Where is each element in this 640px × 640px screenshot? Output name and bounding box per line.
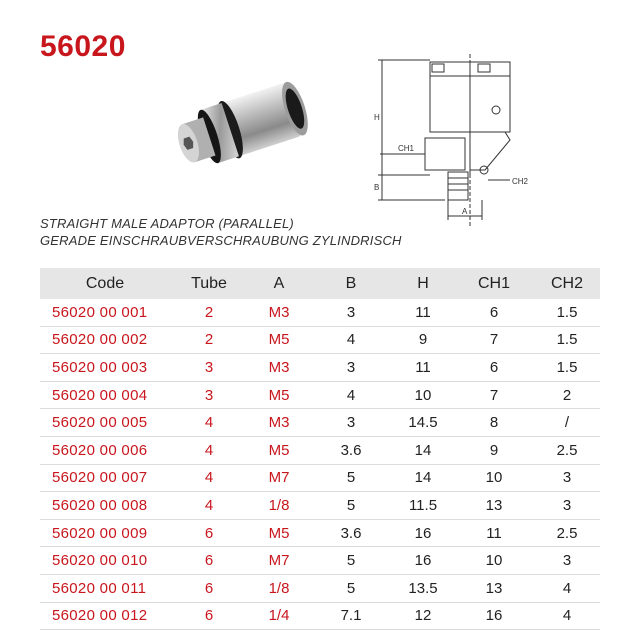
table-row bbox=[40, 464, 600, 492]
cell-tube: 4 bbox=[170, 409, 248, 437]
header-a: A bbox=[248, 268, 310, 299]
cell-a: M7 bbox=[248, 464, 310, 492]
cell-a: M3 bbox=[248, 299, 310, 326]
table-row bbox=[40, 354, 600, 382]
cell-tube: 2 bbox=[170, 299, 248, 326]
cell-b: 3.6 bbox=[310, 436, 392, 464]
cell-a: 1/8 bbox=[248, 574, 310, 602]
dim-h-label: H bbox=[374, 113, 380, 122]
cell-ch2: 1.5 bbox=[534, 326, 600, 354]
cell-tube: 6 bbox=[170, 602, 248, 630]
product-number: 56020 bbox=[40, 30, 126, 63]
cell-b: 4 bbox=[310, 326, 392, 354]
spec-table bbox=[40, 268, 600, 630]
cell-h: 9 bbox=[392, 326, 454, 354]
cell-tube: 6 bbox=[170, 574, 248, 602]
cell-tube: 6 bbox=[170, 519, 248, 547]
cell-h: 10 bbox=[392, 381, 454, 409]
cell-code: 56020 00 006 bbox=[40, 436, 170, 464]
cell-code: 56020 00 003 bbox=[40, 354, 170, 382]
cell-b: 3 bbox=[310, 409, 392, 437]
cell-a: M5 bbox=[248, 436, 310, 464]
cell-tube: 4 bbox=[170, 492, 248, 520]
cell-code: 56020 00 004 bbox=[40, 381, 170, 409]
cell-ch2: 2.5 bbox=[534, 436, 600, 464]
cell-ch1: 13 bbox=[454, 492, 534, 520]
cell-h: 14 bbox=[392, 436, 454, 464]
technical-drawing bbox=[370, 50, 530, 230]
cell-tube: 4 bbox=[170, 464, 248, 492]
dim-ch2-label: CH2 bbox=[512, 177, 529, 186]
cell-b: 7.1 bbox=[310, 602, 392, 630]
cell-ch1: 13 bbox=[454, 574, 534, 602]
cell-ch1: 6 bbox=[454, 299, 534, 326]
cell-ch1: 10 bbox=[454, 464, 534, 492]
cell-ch2: 4 bbox=[534, 602, 600, 630]
dim-a-label: A bbox=[462, 207, 468, 216]
cell-a: M3 bbox=[248, 409, 310, 437]
cell-ch2: 3 bbox=[534, 547, 600, 575]
cell-tube: 3 bbox=[170, 381, 248, 409]
cell-ch2: / bbox=[534, 409, 600, 437]
cell-code: 56020 00 012 bbox=[40, 602, 170, 630]
cell-ch1: 7 bbox=[454, 381, 534, 409]
cell-h: 14.5 bbox=[392, 409, 454, 437]
cell-a: M5 bbox=[248, 519, 310, 547]
header-code: Code bbox=[40, 268, 170, 299]
cell-h: 11.5 bbox=[392, 492, 454, 520]
cell-ch1: 16 bbox=[454, 602, 534, 630]
cell-b: 3 bbox=[310, 354, 392, 382]
cell-code: 56020 00 001 bbox=[40, 299, 170, 326]
cell-a: 1/8 bbox=[248, 492, 310, 520]
cell-ch1: 6 bbox=[454, 354, 534, 382]
cell-a: M5 bbox=[248, 381, 310, 409]
cell-a: M3 bbox=[248, 354, 310, 382]
cell-code: 56020 00 010 bbox=[40, 547, 170, 575]
description-de: GERADE EINSCHRAUBVERSCHRAUBUNG ZYLINDRISCH bbox=[40, 233, 402, 248]
table-row bbox=[40, 326, 600, 354]
cell-code: 56020 00 009 bbox=[40, 519, 170, 547]
cell-b: 5 bbox=[310, 547, 392, 575]
cell-code: 56020 00 011 bbox=[40, 574, 170, 602]
header-ch2: CH2 bbox=[534, 268, 600, 299]
table-row bbox=[40, 436, 600, 464]
cell-tube: 2 bbox=[170, 326, 248, 354]
table-row bbox=[40, 519, 600, 547]
cell-h: 11 bbox=[392, 354, 454, 382]
cell-ch2: 2 bbox=[534, 381, 600, 409]
cell-b: 5 bbox=[310, 574, 392, 602]
cell-a: M5 bbox=[248, 326, 310, 354]
product-photo bbox=[178, 66, 318, 186]
cell-h: 14 bbox=[392, 464, 454, 492]
cell-tube: 6 bbox=[170, 547, 248, 575]
cell-code: 56020 00 002 bbox=[40, 326, 170, 354]
table-row bbox=[40, 492, 600, 520]
cell-tube: 3 bbox=[170, 354, 248, 382]
table-header-row bbox=[40, 268, 600, 299]
cell-code: 56020 00 008 bbox=[40, 492, 170, 520]
table-row bbox=[40, 574, 600, 602]
table-row bbox=[40, 381, 600, 409]
cell-h: 11 bbox=[392, 299, 454, 326]
cell-code: 56020 00 007 bbox=[40, 464, 170, 492]
cell-ch2: 2.5 bbox=[534, 519, 600, 547]
cell-b: 3.6 bbox=[310, 519, 392, 547]
table-row bbox=[40, 409, 600, 437]
description-en: STRAIGHT MALE ADAPTOR (PARALLEL) bbox=[40, 216, 294, 231]
cell-b: 3 bbox=[310, 299, 392, 326]
cell-h: 16 bbox=[392, 519, 454, 547]
table-row bbox=[40, 602, 600, 630]
cell-h: 16 bbox=[392, 547, 454, 575]
dim-ch1-label: CH1 bbox=[398, 144, 415, 153]
cell-a: M7 bbox=[248, 547, 310, 575]
header-b: B bbox=[310, 268, 392, 299]
cell-a: 1/4 bbox=[248, 602, 310, 630]
cell-ch1: 8 bbox=[454, 409, 534, 437]
dim-b-label: B bbox=[374, 183, 380, 192]
cell-tube: 4 bbox=[170, 436, 248, 464]
cell-h: 12 bbox=[392, 602, 454, 630]
cell-b: 5 bbox=[310, 464, 392, 492]
table-row bbox=[40, 547, 600, 575]
cell-h: 13.5 bbox=[392, 574, 454, 602]
header-tube: Tube bbox=[170, 268, 248, 299]
cell-b: 5 bbox=[310, 492, 392, 520]
cell-ch1: 7 bbox=[454, 326, 534, 354]
header-ch1: CH1 bbox=[454, 268, 534, 299]
cell-code: 56020 00 005 bbox=[40, 409, 170, 437]
header-h: H bbox=[392, 268, 454, 299]
cell-ch2: 3 bbox=[534, 492, 600, 520]
cell-ch1: 10 bbox=[454, 547, 534, 575]
cell-ch2: 4 bbox=[534, 574, 600, 602]
cell-b: 4 bbox=[310, 381, 392, 409]
cell-ch2: 1.5 bbox=[534, 354, 600, 382]
cell-ch2: 3 bbox=[534, 464, 600, 492]
cell-ch1: 11 bbox=[454, 519, 534, 547]
cell-ch2: 1.5 bbox=[534, 299, 600, 326]
cell-ch1: 9 bbox=[454, 436, 534, 464]
table-row bbox=[40, 299, 600, 326]
